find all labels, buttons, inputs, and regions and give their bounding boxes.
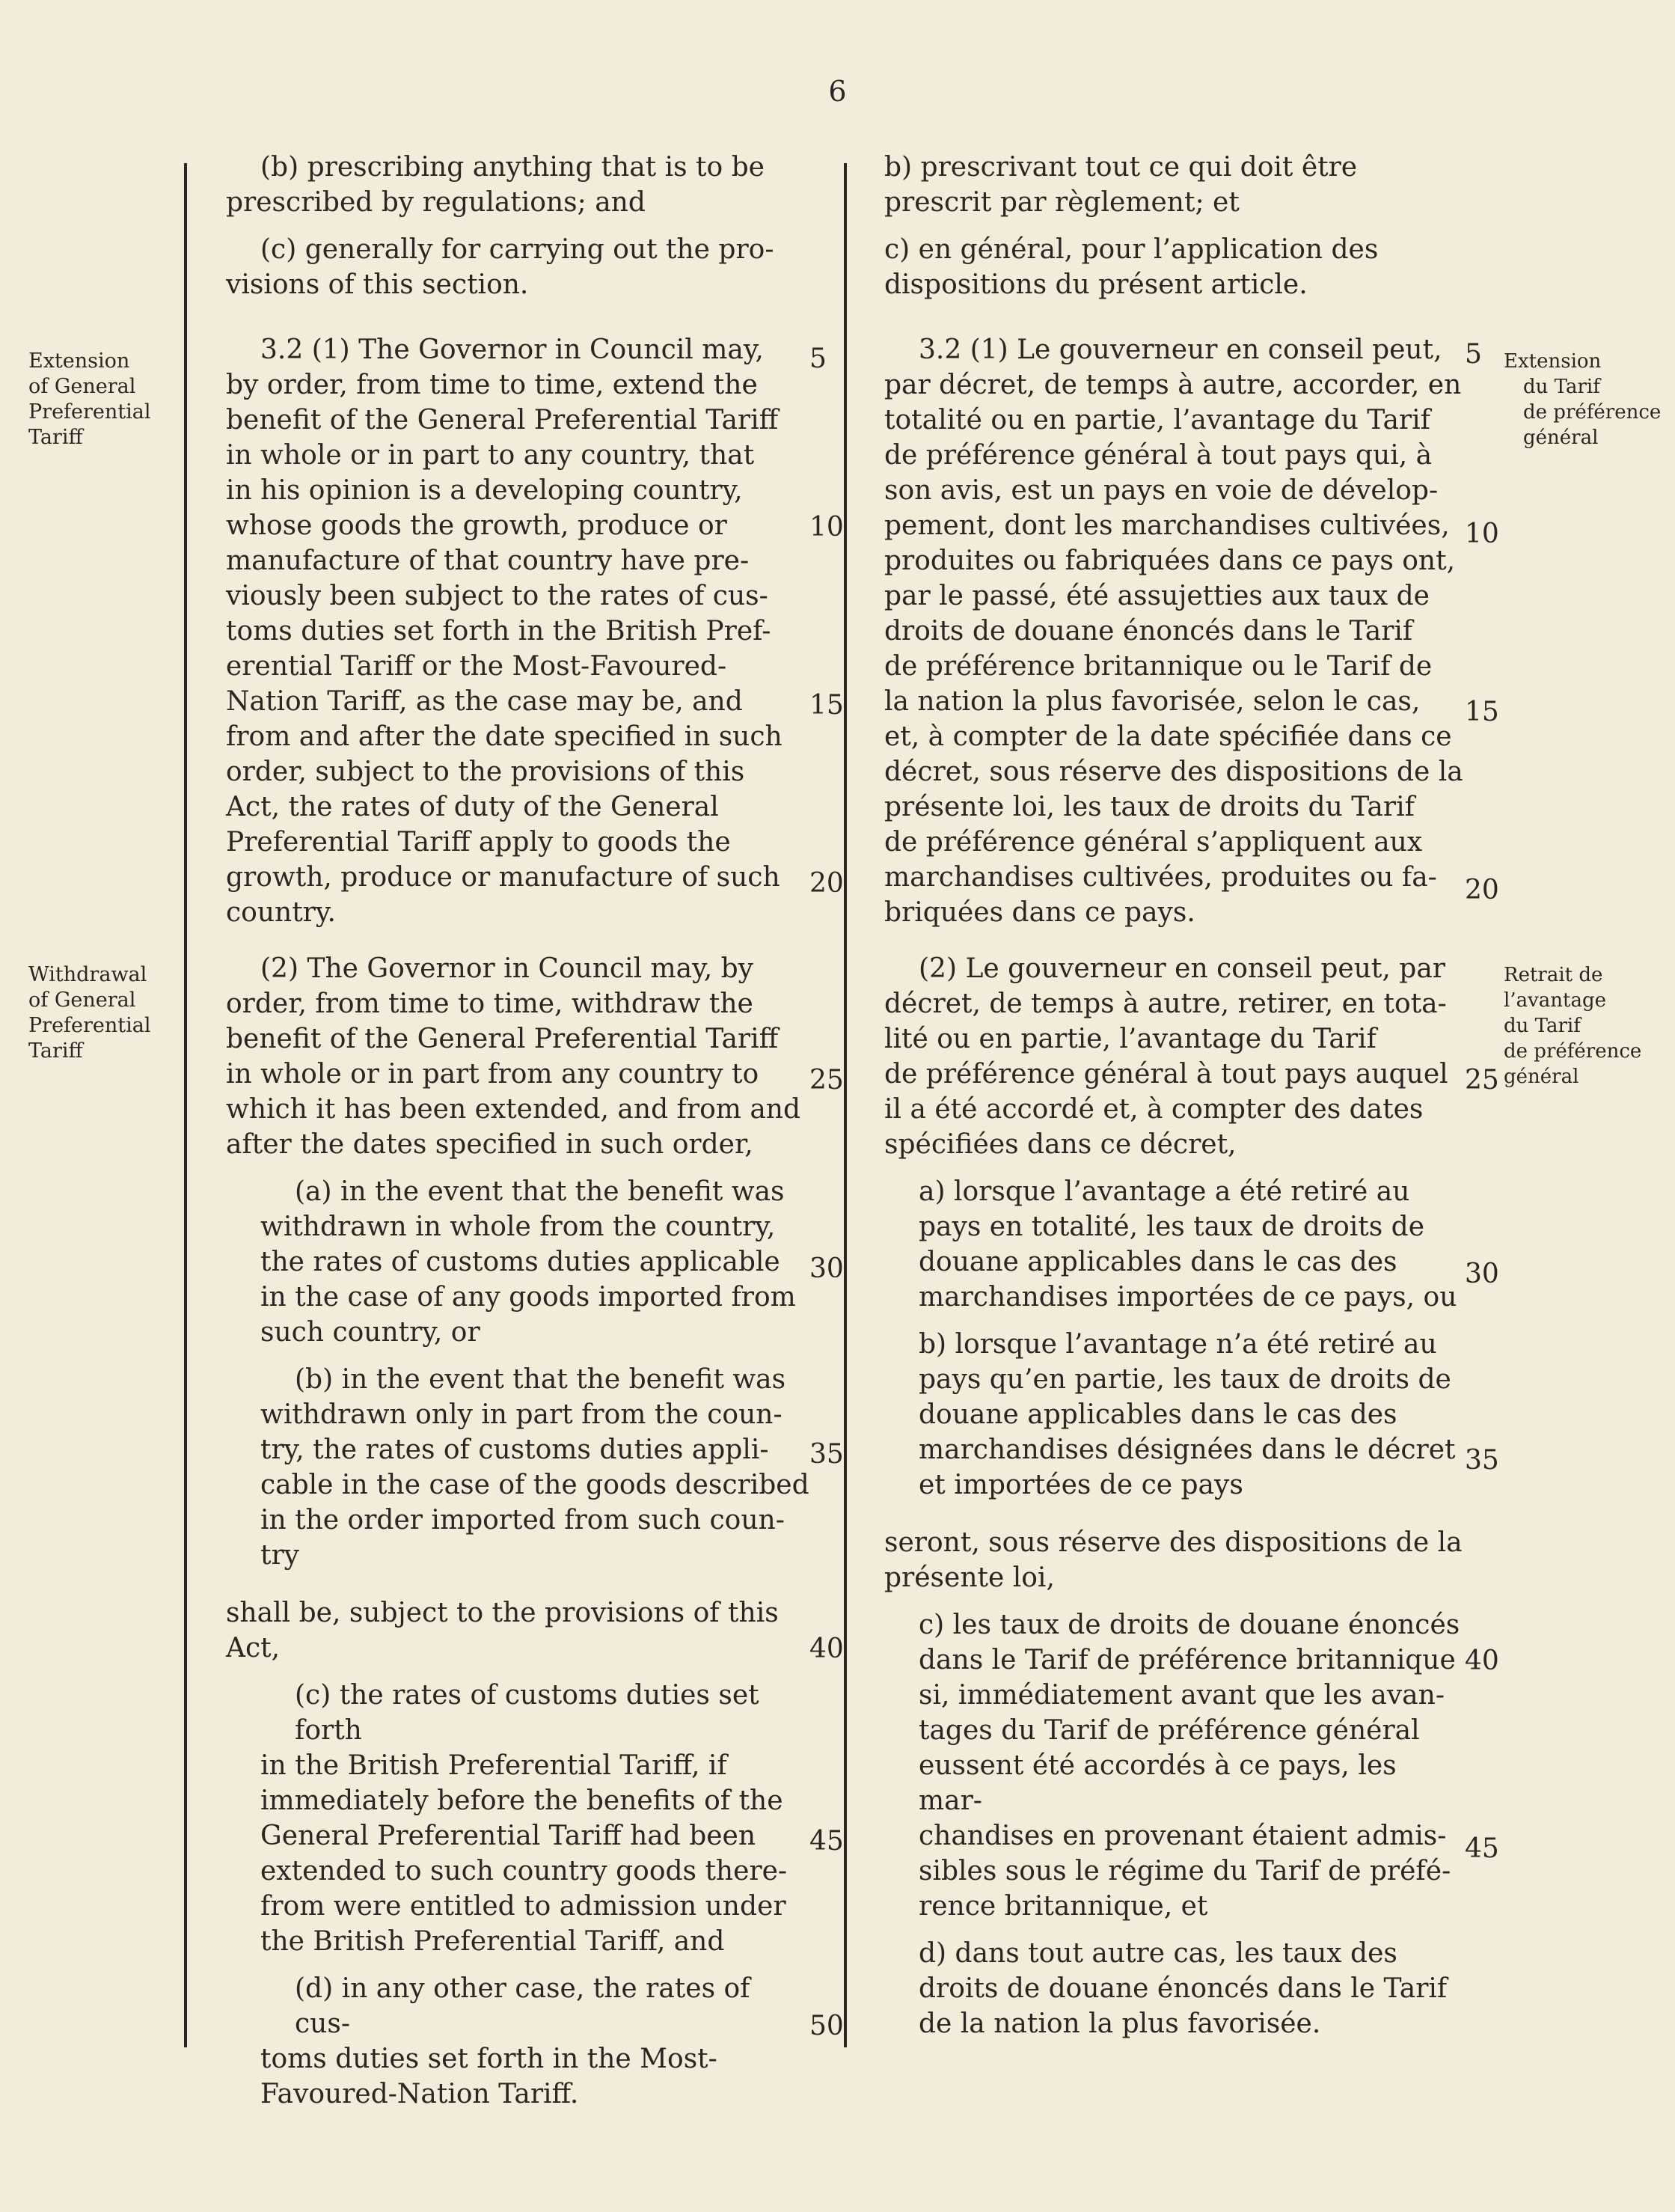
para-c-top-fr: c) en général, pour l’application des dispositions du présent article. [884,234,1379,300]
page-number: 6 [828,75,847,108]
line-number-en-40: 40 [809,1634,844,1664]
line-number-fr-40: 40 [1465,1646,1499,1676]
para-seront-fr: seront, sous réserve des dispositions de la présente loi, [884,1527,1463,1593]
section-3-2-1-en: 3.2 (1) The Governor in Council may, by order, from time to time, extend the benefit of the General Preferential Tariff in whole or in part to any country, that in his opinion is a developing country, whose goods the growth, produce or manufacture of that country have pre- viously been subject to the rates of cus- toms duties set forth in the British Pref- erential Tariff or the Most-Favoured- Nation Tariff, as the case may be, and from and after the date specified in such order, subject to the provisions of this Act, the rates of duty of the General Preferential Tariff apply to goods the growth, produce or manufacture of such country. [226,334,783,928]
para-d-en: (d) in any other case, the rates of cus- toms duties set forth in the Most- Favoured-Nation Tariff. [260,1973,750,2109]
line-number-fr-45: 45 [1465,1833,1499,1864]
para-b-en: (b) in the event that the benefit was withdrawn only in part from the coun- try, the rates of customs duties appli- cable in the case of the goods described in the order imported from such coun- try [260,1364,809,1571]
para-a-fr: a) lorsque l’avantage a été retiré au pays en totalité, les taux de droits de douane applicables dans le cas des marchandises importées de ce pays, ou [919,1176,1457,1313]
line-number-fr-20: 20 [1465,875,1499,905]
line-number-fr-30: 30 [1465,1259,1499,1289]
line-number-en-30: 30 [809,1253,844,1284]
para-b-top-fr: b) prescrivant tout ce qui doit être prescrit par règlement; et [884,152,1358,218]
line-number-fr-10: 10 [1465,519,1499,549]
para-d-fr: d) dans tout autre cas, les taux des droits de douane énoncés dans le Tarif de la nation la plus favorisée. [919,1938,1448,2039]
para-shall-be-en: shall be, subject to the provisions of this Act, [226,1598,779,1663]
margin-note-withdrawal-en: Withdrawal of General Preferential Tariff [28,963,151,1063]
center-column-rule [844,163,847,2047]
left-margin-rule [184,163,187,2047]
section-3-2-1-fr: 3.2 (1) Le gouverneur en conseil peut, par décret, de temps à autre, accorder, en totalité ou en partie, l’avantage du Tarif de préférence général à tout pays qui, à son avis, est un pays en voie de dévelop- pement, dont les marchandises cultivées, produites ou fabriquées dans ce pays ont, par le passé, été assujetties aux taux de droits de douane énoncés dans le Tarif de préférence britannique ou le Tarif de la nation la plus favorisée, selon le cas, et, à compter de la date spécifiée dans ce décret, sous réserve des dispositions de la présente loi, les taux de droits du Tarif de préférence général s’appliquent aux marchandises cultivées, produites ou fa- briquées dans ce pays. [884,334,1463,928]
english-column [226,150,809,2124]
line-number-en-15: 15 [809,690,844,721]
line-number-en-25: 25 [809,1065,844,1096]
french-column [884,150,1468,2053]
para-b-fr: b) lorsque l’avantage n’a été retiré au pays qu’en partie, les taux de droits de douane applicables dans le cas des marchandises désignées dans le décret et importées de ce pays [919,1329,1456,1500]
para-b-top-en: (b) prescribing anything that is to be prescribed by regulations; and [226,152,765,218]
margin-note-retrait-fr: Retrait de l’avantage du Tarif de préférence général [1504,964,1642,1088]
para-a-en: (a) in the event that the benefit was withdrawn in whole from the country, the rates of customs duties applicable in the case of any goods imported from such country, or [260,1176,796,1348]
line-number-en-10: 10 [809,512,844,543]
section-3-2-2-fr: (2) Le gouverneur en conseil peut, par décret, de temps à autre, retirer, en tota- lité ou en partie, l’avantage du Tarif de préférence général à tout pays auquel il a été accordé et, à compter des dates spécifiées dans ce décret, [884,953,1448,1160]
line-number-en-20: 20 [809,868,844,899]
margin-note-extension-fr: Extension du Tarif de préférence général [1504,350,1662,449]
line-number-fr-35: 35 [1465,1445,1499,1476]
line-number-fr-15: 15 [1465,697,1499,727]
para-c-en: (c) the rates of customs duties set forth in the British Preferential Tariff, if immediately before the benefits of the General Preferential Tariff had been extended to such country goods there- from were entitled to admission under the British Preferential Tariff, and [260,1680,788,1957]
para-c-top-en: (c) generally for carrying out the pro- visions of this section. [226,234,774,300]
margin-note-extension-en: Extension of General Preferential Tariff [28,349,151,449]
line-number-fr-5: 5 [1465,339,1482,370]
line-number-fr-25: 25 [1465,1065,1499,1096]
section-3-2-2-en: (2) The Governor in Council may, by order, from time to time, withdraw the benefit of the General Preferential Tariff in whole or in part from any country to which it has been extended, and from and after the dates specified in such order, [226,953,801,1160]
line-number-en-5: 5 [809,343,827,374]
para-c-fr: c) les taux de droits de douane énoncés dans le Tarif de préférence britannique si, immédiatement avant que les avan- tages du Tarif de préférence général eussent été accordés à ce pays, les mar- chandises en provenant étaient admis- sibles sous le régime du Tarif de préfé- rence britannique, et [919,1610,1460,1922]
line-number-en-45: 45 [809,1826,844,1857]
line-number-en-35: 35 [809,1439,844,1470]
line-number-en-50: 50 [809,2011,844,2041]
